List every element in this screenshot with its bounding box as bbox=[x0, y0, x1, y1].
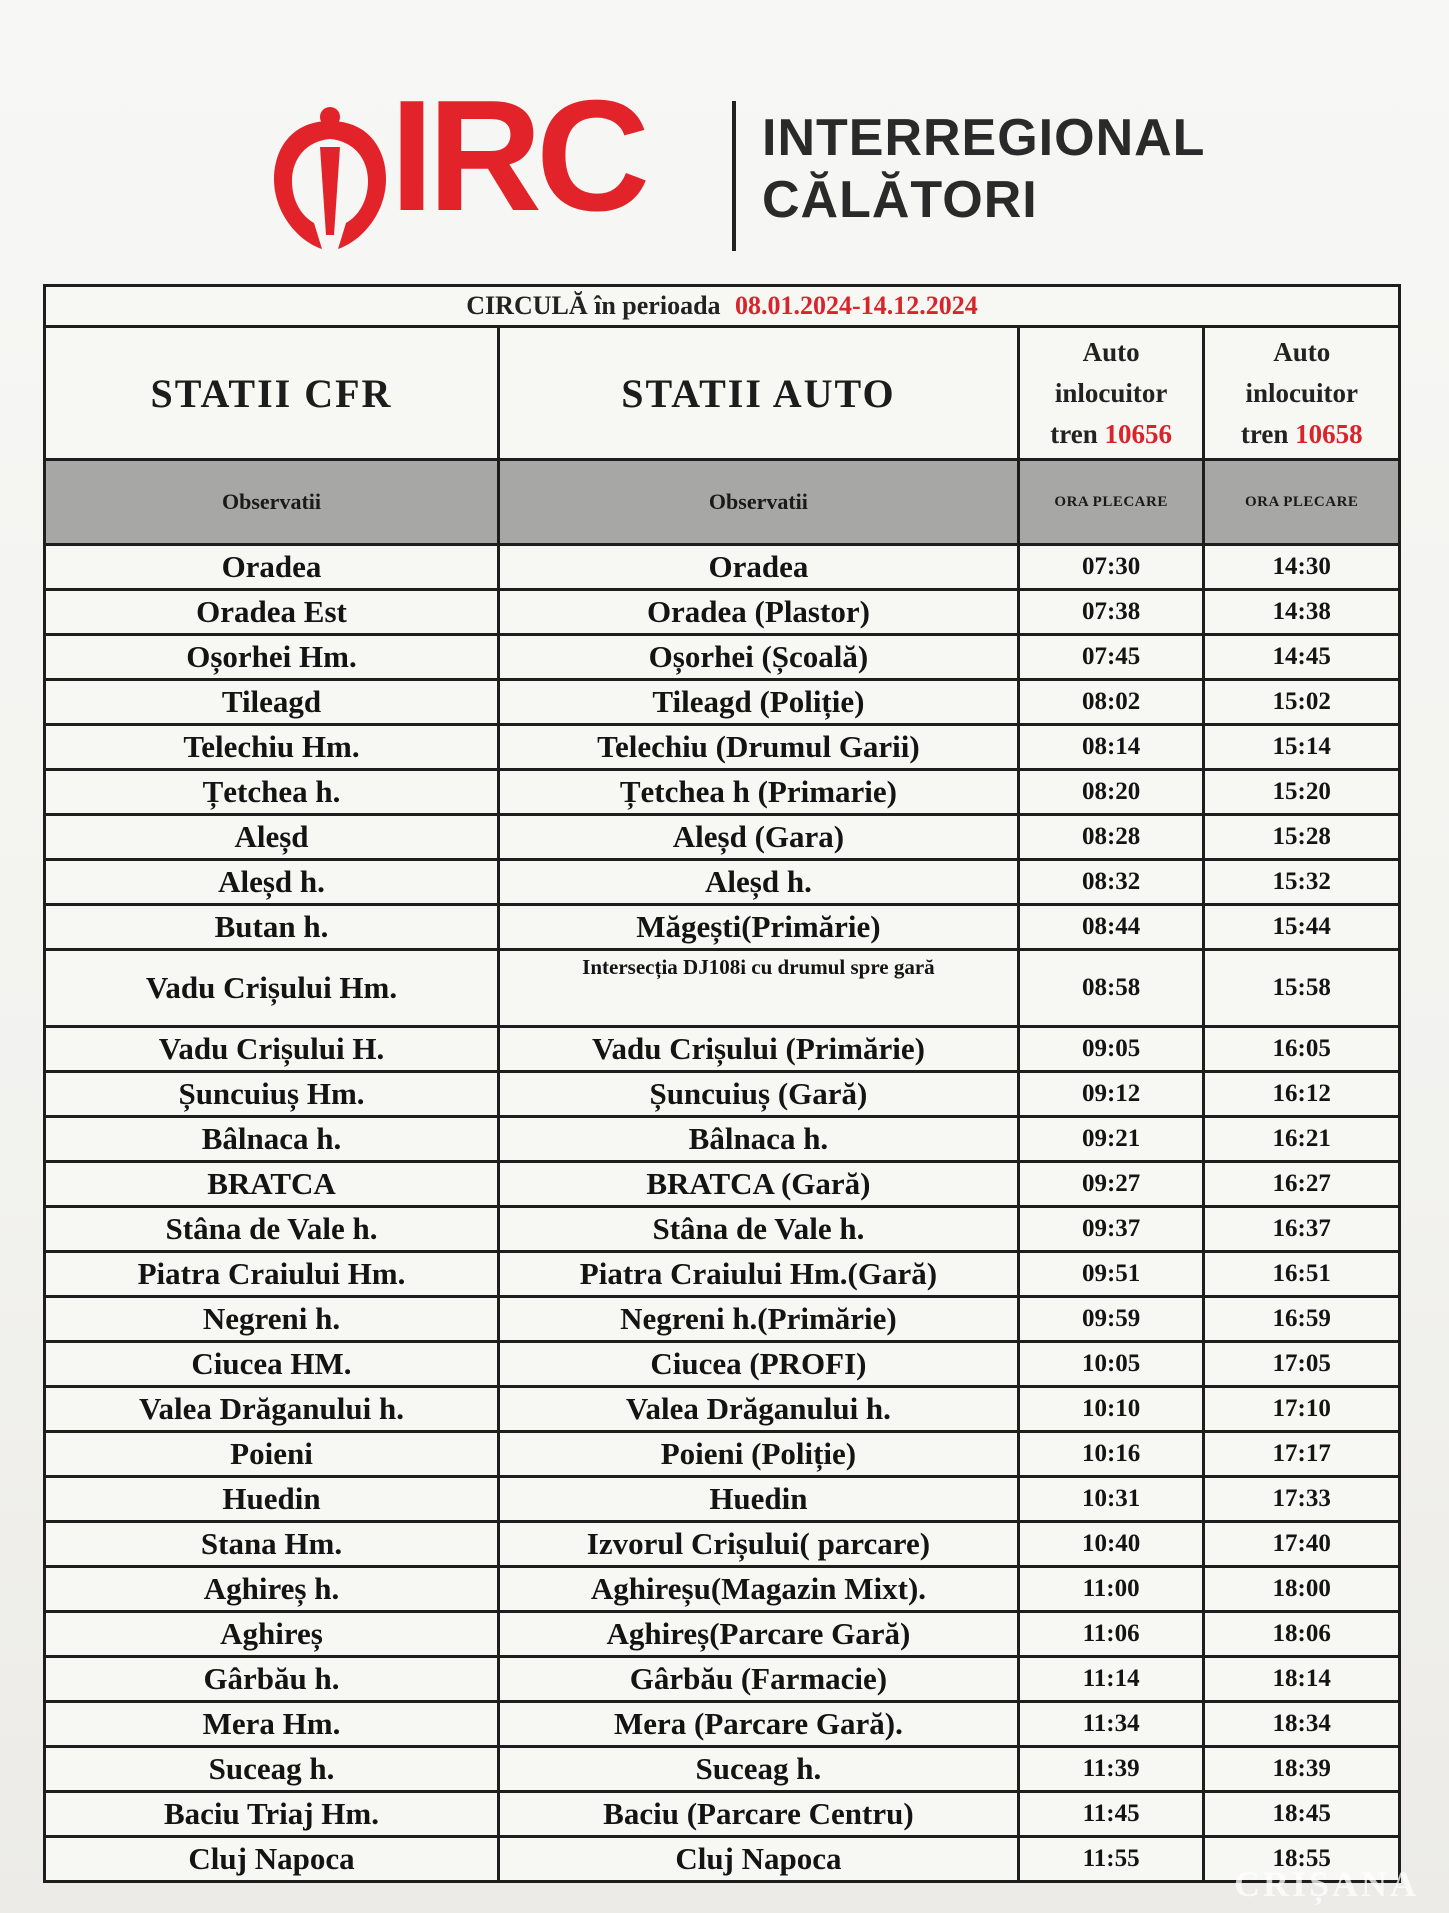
departure-time-10656: 08:20 bbox=[1020, 771, 1206, 813]
departure-time-10656: 09:05 bbox=[1020, 1028, 1206, 1070]
table-row bbox=[46, 861, 1398, 906]
table-row bbox=[46, 1748, 1398, 1793]
departure-time-10658: 15:58 bbox=[1272, 974, 1331, 1001]
auto-station: Tileagd (Poliție) bbox=[500, 681, 1020, 723]
departure-time-10658: 15:20 bbox=[1272, 778, 1331, 805]
irc-emblem-icon bbox=[270, 103, 390, 253]
departure-time-10658: 18:06 bbox=[1272, 1620, 1331, 1647]
cfr-station: Huedin bbox=[46, 1478, 500, 1520]
departure-time-10658: 17:10 bbox=[1272, 1395, 1331, 1422]
departure-time-10658: 18:45 bbox=[1272, 1800, 1331, 1827]
table-row bbox=[46, 1793, 1398, 1838]
auto-station: Valea Drăganului h. bbox=[500, 1388, 1020, 1430]
auto-station: Telechiu (Drumul Garii) bbox=[500, 726, 1020, 768]
departure-time-10656: 11:34 bbox=[1020, 1703, 1206, 1745]
departure-time-10656: 11:14 bbox=[1020, 1658, 1206, 1700]
table-row bbox=[46, 1388, 1398, 1433]
cfr-station: Telechiu Hm. bbox=[46, 726, 500, 768]
auto-station: Vadu Crișului (Primărie) bbox=[500, 1028, 1020, 1070]
auto-station: Intersecția DJ108i cu drumul spre gară bbox=[500, 951, 1020, 1025]
cfr-station: Baciu Triaj Hm. bbox=[46, 1793, 500, 1835]
period-label: CIRCULĂ în perioada bbox=[466, 291, 721, 320]
auto-station: Ciucea (PROFI) bbox=[500, 1343, 1020, 1385]
table-body bbox=[46, 546, 1398, 1880]
cfr-station: Bâlnaca h. bbox=[46, 1118, 500, 1160]
departure-time-10658: 14:45 bbox=[1272, 643, 1331, 670]
departure-time-10658: 16:12 bbox=[1272, 1080, 1331, 1107]
departure-time-10656: 09:59 bbox=[1020, 1298, 1206, 1340]
departure-time-10656: 10:40 bbox=[1020, 1523, 1206, 1565]
departure-time-10656: 10:16 bbox=[1020, 1433, 1206, 1475]
train1-line3: tren bbox=[1050, 418, 1098, 449]
table-row bbox=[46, 1163, 1398, 1208]
cfr-station: Vadu Crișului H. bbox=[46, 1028, 500, 1070]
cfr-station: Vadu Crișului Hm. bbox=[46, 951, 500, 1025]
departure-time-10658: 14:38 bbox=[1272, 598, 1331, 625]
cfr-station: Mera Hm. bbox=[46, 1703, 500, 1745]
departure-time-10656: 08:28 bbox=[1020, 816, 1206, 858]
cfr-station: Poieni bbox=[46, 1433, 500, 1475]
auto-station: Oradea bbox=[500, 546, 1020, 588]
table-row bbox=[46, 1118, 1398, 1163]
cfr-station: Aghireș bbox=[46, 1613, 500, 1655]
auto-station: Bâlnaca h. bbox=[500, 1118, 1020, 1160]
header-statii-auto: STATII AUTO bbox=[500, 328, 1020, 458]
departure-time-10658: 15:02 bbox=[1272, 688, 1331, 715]
watermark: CRIȘANA bbox=[1233, 1864, 1419, 1904]
table-row bbox=[46, 546, 1398, 591]
timetable bbox=[43, 284, 1401, 1883]
departure-time-10658: 16:51 bbox=[1272, 1260, 1331, 1287]
table-row bbox=[46, 906, 1398, 951]
cfr-station: Cluj Napoca bbox=[46, 1838, 500, 1880]
subheader-ora-plecare-2: ORA PLECARE bbox=[1245, 493, 1359, 510]
departure-time-10658: 15:32 bbox=[1272, 868, 1331, 895]
header-train-10656 bbox=[1020, 328, 1206, 458]
brand-line-1: INTERREGIONAL bbox=[762, 109, 1206, 167]
departure-time-10658: 18:00 bbox=[1272, 1575, 1331, 1602]
departure-time-10658: 17:17 bbox=[1272, 1440, 1331, 1467]
cfr-station: Oșorhei Hm. bbox=[46, 636, 500, 678]
departure-time-10656: 10:31 bbox=[1020, 1478, 1206, 1520]
departure-time-10656: 09:12 bbox=[1020, 1073, 1206, 1115]
table-row bbox=[46, 1613, 1398, 1658]
table-row bbox=[46, 726, 1398, 771]
table-row bbox=[46, 1703, 1398, 1748]
cfr-station: Negreni h. bbox=[46, 1298, 500, 1340]
train1-line1: Auto bbox=[1082, 336, 1140, 367]
departure-time-10656: 08:32 bbox=[1020, 861, 1206, 903]
table-row bbox=[46, 816, 1398, 861]
departure-time-10658: 16:27 bbox=[1272, 1170, 1331, 1197]
auto-station: Mera (Parcare Gară). bbox=[500, 1703, 1020, 1745]
departure-time-10658: 17:40 bbox=[1272, 1530, 1331, 1557]
cfr-station: Țetchea h. bbox=[46, 771, 500, 813]
auto-station: Piatra Craiului Hm.(Gară) bbox=[500, 1253, 1020, 1295]
auto-station: Poieni (Poliție) bbox=[500, 1433, 1020, 1475]
header-statii-cfr: STATII CFR bbox=[46, 328, 500, 458]
auto-station: Aghireșu(Magazin Mixt). bbox=[500, 1568, 1020, 1610]
cfr-station: Șuncuiuș Hm. bbox=[46, 1073, 500, 1115]
departure-time-10658: 16:05 bbox=[1272, 1035, 1331, 1062]
table-header bbox=[46, 328, 1398, 461]
auto-station: Cluj Napoca bbox=[500, 1838, 1020, 1880]
departure-time-10656: 09:51 bbox=[1020, 1253, 1206, 1295]
departure-time-10658: 16:59 bbox=[1272, 1305, 1331, 1332]
auto-station: Aleșd h. bbox=[500, 861, 1020, 903]
departure-time-10656: 10:05 bbox=[1020, 1343, 1206, 1385]
period-dates: 08.01.2024-14.12.2024 bbox=[735, 291, 978, 320]
cfr-station: Aleșd bbox=[46, 816, 500, 858]
subheader-ora-plecare-1: ORA PLECARE bbox=[1020, 461, 1206, 543]
auto-station: Gârbău (Farmacie) bbox=[500, 1658, 1020, 1700]
train2-line3: tren bbox=[1240, 418, 1289, 449]
departure-time-10658: 18:39 bbox=[1272, 1755, 1331, 1782]
cfr-station: Stâna de Vale h. bbox=[46, 1208, 500, 1250]
auto-station: Măgești(Primărie) bbox=[500, 906, 1020, 948]
departure-time-10656: 11:06 bbox=[1020, 1613, 1206, 1655]
subheader-observatii-cfr: Observatii bbox=[46, 461, 500, 543]
table-row bbox=[46, 636, 1398, 681]
table-row bbox=[46, 1433, 1398, 1478]
departure-time-10658: 17:05 bbox=[1272, 1350, 1331, 1377]
cfr-station: Stana Hm. bbox=[46, 1523, 500, 1565]
brand-line-2: CĂLĂTORI bbox=[762, 171, 1038, 229]
auto-station: Țetchea h (Primarie) bbox=[500, 771, 1020, 813]
cfr-station: Ciucea HM. bbox=[46, 1343, 500, 1385]
subheader-observatii-auto: Observatii bbox=[500, 461, 1020, 543]
departure-time-10656: 08:14 bbox=[1020, 726, 1206, 768]
auto-station: Oradea (Plastor) bbox=[500, 591, 1020, 633]
departure-time-10656: 11:55 bbox=[1020, 1838, 1206, 1880]
departure-time-10656: 08:44 bbox=[1020, 906, 1206, 948]
departure-time-10656: 10:10 bbox=[1020, 1388, 1206, 1430]
table-row bbox=[46, 1298, 1398, 1343]
auto-station: Șuncuiuș (Gară) bbox=[500, 1073, 1020, 1115]
departure-time-10656: 09:21 bbox=[1020, 1118, 1206, 1160]
auto-station: Aghireș(Parcare Gară) bbox=[500, 1613, 1020, 1655]
table-row bbox=[46, 1838, 1398, 1880]
departure-time-10656: 08:58 bbox=[1020, 951, 1206, 1025]
table-row bbox=[46, 1658, 1398, 1703]
departure-time-10656: 07:38 bbox=[1020, 591, 1206, 633]
auto-station: BRATCA (Gară) bbox=[500, 1163, 1020, 1205]
departure-time-10658: 16:21 bbox=[1272, 1125, 1331, 1152]
irc-logo bbox=[270, 68, 1230, 265]
auto-station: Baciu (Parcare Centru) bbox=[500, 1793, 1020, 1835]
departure-time-10658: 18:14 bbox=[1272, 1665, 1331, 1692]
table-row bbox=[46, 1208, 1398, 1253]
auto-station: Oșorhei (Școală) bbox=[500, 636, 1020, 678]
departure-time-10656: 07:30 bbox=[1020, 546, 1206, 588]
table-row bbox=[46, 951, 1398, 1028]
train2-line1: Auto bbox=[1273, 336, 1331, 367]
auto-station: Aleșd (Gara) bbox=[500, 816, 1020, 858]
table-row bbox=[46, 1028, 1398, 1073]
period-banner bbox=[46, 287, 1398, 328]
departure-time-10658: 16:37 bbox=[1272, 1215, 1331, 1242]
cfr-station: Aghireș h. bbox=[46, 1568, 500, 1610]
cfr-station: Oradea bbox=[46, 546, 500, 588]
table-row bbox=[46, 681, 1398, 726]
departure-time-10658: 15:14 bbox=[1272, 733, 1331, 760]
train1-line2: inlocuitor bbox=[1054, 377, 1168, 408]
departure-time-10656: 09:37 bbox=[1020, 1208, 1206, 1250]
departure-time-10656: 07:45 bbox=[1020, 636, 1206, 678]
table-row bbox=[46, 591, 1398, 636]
table-row bbox=[46, 1073, 1398, 1118]
departure-time-10658: 15:28 bbox=[1272, 823, 1331, 850]
cfr-station: Suceag h. bbox=[46, 1748, 500, 1790]
cfr-station: Tileagd bbox=[46, 681, 500, 723]
cfr-station: Valea Drăganului h. bbox=[46, 1388, 500, 1430]
departure-time-10656: 11:39 bbox=[1020, 1748, 1206, 1790]
train2-number: 10658 bbox=[1295, 418, 1363, 449]
table-row bbox=[46, 771, 1398, 816]
table-row bbox=[46, 1478, 1398, 1523]
cfr-station: Oradea Est bbox=[46, 591, 500, 633]
auto-station: Suceag h. bbox=[500, 1748, 1020, 1790]
logo-irc-text: IRC bbox=[390, 68, 645, 244]
auto-station: Izvorul Crișului( parcare) bbox=[500, 1523, 1020, 1565]
auto-station: Negreni h.(Primărie) bbox=[500, 1298, 1020, 1340]
table-row bbox=[46, 1253, 1398, 1298]
departure-time-10658: 18:34 bbox=[1272, 1710, 1331, 1737]
departure-time-10656: 09:27 bbox=[1020, 1163, 1206, 1205]
train2-line2: inlocuitor bbox=[1245, 377, 1358, 408]
logo-brand-text bbox=[762, 107, 1205, 231]
cfr-station: Butan h. bbox=[46, 906, 500, 948]
cfr-station: Gârbău h. bbox=[46, 1658, 500, 1700]
cfr-station: Piatra Craiului Hm. bbox=[46, 1253, 500, 1295]
departure-time-10656: 08:02 bbox=[1020, 681, 1206, 723]
cfr-station: BRATCA bbox=[46, 1163, 500, 1205]
table-row bbox=[46, 1523, 1398, 1568]
header-train-10658 bbox=[1205, 328, 1398, 458]
departure-time-10658: 14:30 bbox=[1272, 553, 1331, 580]
table-row bbox=[46, 1568, 1398, 1613]
departure-time-10658: 15:44 bbox=[1272, 913, 1331, 940]
cfr-station: Aleșd h. bbox=[46, 861, 500, 903]
departure-time-10656: 11:00 bbox=[1020, 1568, 1206, 1610]
table-row bbox=[46, 1343, 1398, 1388]
logo-divider bbox=[732, 101, 736, 251]
auto-station: Huedin bbox=[500, 1478, 1020, 1520]
departure-time-10656: 11:45 bbox=[1020, 1793, 1206, 1835]
train1-number: 10656 bbox=[1104, 418, 1173, 449]
table-subheader bbox=[46, 461, 1398, 546]
departure-time-10658: 18:55 bbox=[1272, 1845, 1331, 1872]
auto-station: Stâna de Vale h. bbox=[500, 1208, 1020, 1250]
departure-time-10658: 17:33 bbox=[1272, 1485, 1331, 1512]
